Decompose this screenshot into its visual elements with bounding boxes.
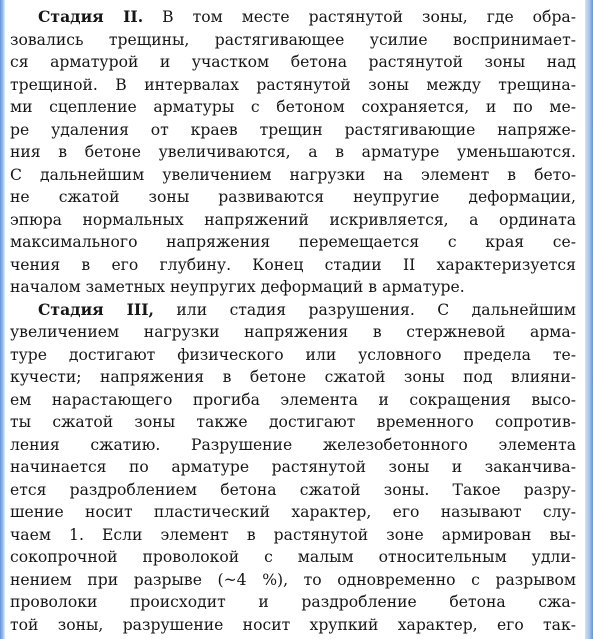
paragraph-1-line: ния в бетоне увеличиваются, а в арматуре уменьшаются.: [10, 143, 576, 161]
paragraph-2-line: кучести; напряжения в бетоне сжатой зоны под влияни-: [10, 368, 576, 386]
paragraph-2-line: ем нарастающего прогиба элемента и сокращения высо-: [10, 390, 576, 409]
paragraph-2-line-1: [10, 299, 576, 322]
paragraph-2-line: туре достигают физического или условного предела те-: [10, 345, 576, 364]
paragraph-2-line: проволоки происходит и раздробление бетона сжа-: [10, 593, 576, 611]
paragraph-1-line: не сжатой зоны развиваются неупругие деформации,: [10, 188, 576, 206]
paragraph-1-line-1: [10, 6, 576, 29]
paragraph-2-first-line-text: или стадия разрушения. С дальнейшим: [153, 300, 576, 319]
left-page-edge-shadow: [0, 0, 5, 639]
paragraph-2-line: сокопрочной проволокой с малым относительным удли-: [10, 548, 576, 566]
paragraph-1-line: максимального напряжения перемещается с края се-: [10, 233, 576, 251]
paragraph-2-line: шение носит пластический характер, его называют слу-: [10, 503, 576, 521]
paragraph-1-line: трещиной. В интервалах растянутой зоны между трещина-: [10, 75, 576, 94]
paragraph-2-line: ты сжатой зоны также достигают временного сопротив-: [10, 413, 576, 431]
paragraph-1-line: ся арматурой и участком бетона растянутой зоны над: [10, 53, 576, 71]
paragraph-1-line: чения в его глубину. Конец стадии II характеризуется: [10, 255, 576, 274]
document-text: [10, 6, 576, 636]
paragraph-2-line: ления сжатию. Разрушение железобетонного элемента: [10, 435, 576, 454]
paragraph-2-line: нением при разрыве (~4 %), то одновременно с разрывом: [10, 570, 576, 589]
paragraph-1-line: зовались трещины, растягивающее усилие воспринимает-: [10, 30, 576, 49]
paragraph-2-line: той зоны, разрушение носит хрупкий характер, его так-: [10, 615, 576, 634]
right-page-edge-shadow: [585, 0, 593, 639]
paragraph-1-first-line-text: В том месте растянутой зоны, где обра-: [143, 8, 576, 26]
paragraph-2-line: ется раздроблением бетона сжатой зоны. Такое разру-: [10, 480, 576, 499]
paragraph-1-line: ми сцепление арматуры с бетоном сохраняется, и по ме-: [10, 98, 576, 116]
paragraph-2-line: чаем 1. Если элемент в растянутой зоне армирован вы-: [10, 525, 576, 544]
paragraph-1-line: эпюра нормальных напряжений искривляется, а ордината: [10, 210, 576, 229]
paragraph-1-heading: Стадия II.: [38, 7, 144, 26]
paragraph-2-heading: Стадия III,: [38, 299, 154, 319]
paragraph-1-last-line: началом заметных неупругих деформаций в арматуре.: [10, 278, 465, 296]
paragraph-2-line: увеличением нагрузки напряжения в стержневой арма-: [10, 323, 576, 341]
paragraph-2-line: начинается по арматуре растянутой зоны и заканчива-: [10, 458, 576, 476]
paragraph-1-line: ре удаления от краев трещин растягивающие напряже-: [10, 120, 576, 139]
paragraph-1-line: С дальнейшим увеличением нагрузки на элемент в бето-: [10, 165, 576, 184]
